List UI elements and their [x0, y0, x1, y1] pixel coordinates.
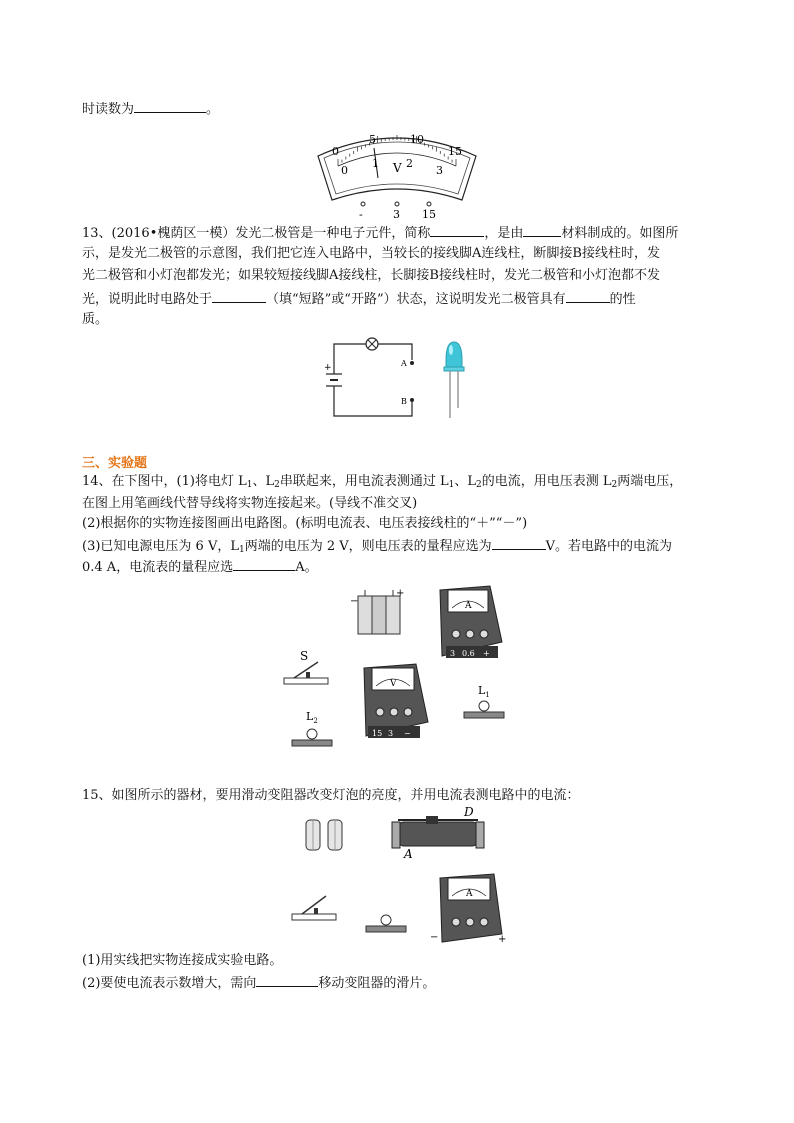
led-icon — [444, 342, 464, 418]
switch-icon — [292, 896, 336, 920]
ammeter-unit: A — [466, 889, 473, 899]
dial-bottom-2: 2 — [406, 157, 413, 170]
svg-text:+: + — [324, 363, 332, 373]
q14-apparatus-figure — [280, 582, 520, 764]
l1-label: $L_1$ — [478, 684, 490, 699]
q14-sub: 2 — [475, 480, 482, 490]
q14-line-4 — [82, 537, 672, 555]
ammeter-minus: − — [430, 932, 439, 943]
q13-text-1b: ，是由 — [484, 226, 524, 241]
q14-line-3: (2)根据你的实物连接图画出电路图。(标明电流表、电压表接线柱的“＋”“－”) — [82, 516, 528, 531]
q13-blank-1 — [430, 224, 484, 237]
q14-t4a: (3)已知电源电压为 6 V，L — [82, 539, 239, 554]
q13-blank-2 — [523, 224, 561, 237]
voltmeter-term-3: 3 — [388, 729, 394, 738]
q14-sub: 2 — [611, 480, 618, 490]
ammeter-plus: + — [498, 934, 507, 945]
dial-bottom-3: 3 — [436, 164, 443, 177]
switch-icon — [284, 649, 328, 684]
q14-t1c: 串联起来，用电流表测通过 L — [279, 474, 449, 489]
ammeter-icon — [440, 586, 502, 658]
q15-blank — [256, 974, 318, 987]
dial-bottom-1: 1 — [372, 157, 379, 170]
rheostat-a-label: A — [404, 847, 413, 861]
l2-label: $L_2$ — [306, 710, 318, 725]
q14-t1f: 两端电压， — [617, 474, 683, 489]
dial-top-15: 15 — [448, 145, 462, 158]
ammeter-icon — [430, 874, 506, 945]
terminal-a-label: A — [401, 359, 407, 368]
q14-line-1 — [82, 474, 682, 490]
q13-blank-3 — [212, 290, 266, 303]
lamp-l2-icon — [292, 710, 332, 746]
battery-pack-icon — [350, 588, 404, 634]
dial-top-0: 0 — [332, 145, 339, 158]
q13-text-4c: 的性 — [609, 292, 636, 307]
dial-bottom-0: 0 — [341, 164, 348, 177]
q14-t5b: A。 — [295, 560, 318, 575]
q15-line-3 — [82, 974, 435, 992]
voltmeter-icon — [364, 664, 428, 738]
q12-text: 时读数为 — [82, 102, 135, 117]
q13-text-1a: 13、(2016•槐荫区一模）发光二极管是一种电子元件，简称 — [82, 226, 431, 241]
q14-blank-2 — [233, 558, 295, 571]
q14-t5a: 0.4 A，电流表的量程应选 — [82, 560, 234, 575]
q14-line-5 — [82, 558, 318, 576]
rheostat-d-label: D — [464, 806, 474, 819]
q15-line-2: (1)用实线把实物连接成实验电路。 — [82, 953, 283, 968]
q12-end: 。 — [206, 102, 220, 117]
q13-text-4a: 光，说明此时电路处于 — [82, 292, 213, 307]
q14-sub: 1 — [238, 545, 245, 555]
q13-line-1 — [82, 224, 678, 242]
q15-line-1: 15、如图所示的器材，要用滑动变阻器改变灯泡的亮度，并用电流表测电路中的电流： — [82, 788, 580, 803]
ammeter-term-plus: + — [483, 649, 490, 658]
terminal-minus: - — [359, 208, 363, 220]
battery-minus: − — [350, 596, 359, 607]
q14-line-2: 在图上用笔画线代替导线将实物连接起来。(导线不准交叉) — [82, 496, 418, 511]
ammeter-term-3: 3 — [450, 649, 456, 658]
switch-label: S — [300, 649, 309, 663]
q14-sub: 2 — [274, 480, 280, 490]
q14-sub: 1 — [246, 480, 253, 490]
dial-top-10: 10 — [410, 133, 424, 146]
voltmeter-dial-figure — [312, 128, 482, 224]
q12-line — [82, 100, 219, 118]
battery-icon — [306, 820, 342, 850]
terminal-15: 15 — [422, 208, 436, 220]
q14-sub: 1 — [448, 480, 455, 490]
q13-text-4b: （填“短路”或“开路”）状态，这说明发光二极管具有 — [266, 292, 566, 307]
battery-plus: + — [396, 588, 405, 599]
ammeter-unit: A — [465, 601, 472, 611]
q12-blank — [134, 100, 206, 113]
q15-apparatus-figure — [288, 806, 518, 950]
voltmeter-term-minus: − — [404, 729, 411, 738]
q14-blank-1 — [492, 537, 546, 550]
dial-top-5: 5 — [369, 133, 376, 146]
terminal-b-label: B — [401, 397, 407, 406]
dial-unit: V — [393, 161, 402, 175]
q14-t1d: 、L — [454, 474, 476, 489]
q13-blank-4 — [566, 290, 610, 303]
rheostat-icon — [392, 806, 484, 861]
q15-t3b: 移动变阻器的滑片。 — [318, 976, 436, 991]
q14-t1a: 14、在下图中，(1)将电灯 L — [82, 474, 247, 489]
lamp-icon — [366, 915, 406, 932]
q13-line-4 — [82, 290, 636, 308]
lamp-l1-icon — [464, 684, 504, 718]
q14-t4c: V。若电路中的电流为 — [545, 539, 673, 554]
q14-t4b: 两端的电压为 2 V，则电压表的量程应选为 — [244, 539, 492, 554]
ammeter-term-06: 0.6 — [462, 649, 475, 658]
q13-text-1c: 材料制成的。如图所 — [561, 226, 679, 241]
q15-t3a: (2)要使电流表示数增大，需向 — [82, 976, 257, 991]
section-heading: 三、实验题 — [82, 456, 148, 471]
led-circuit-figure — [320, 336, 480, 424]
q13-line-3: 光二极管和小灯泡都发光；如果较短接线脚A接线柱，长脚接B接线柱时，发光二极管和小灯泡都不发 — [82, 268, 660, 283]
q14-t1b: 、L — [252, 474, 275, 489]
q13-line-5: 质。 — [82, 312, 109, 327]
voltmeter-unit: V — [390, 679, 397, 689]
q14-t1e: 的电流，用电压表测 L — [481, 474, 612, 489]
q13-line-2: 示，是发光二极管的示意图，我们把它连入电路中，当较长的接线脚A连线柱，断脚接B接线柱时，发 — [82, 246, 660, 261]
terminal-3: 3 — [393, 208, 400, 220]
voltmeter-term-15: 15 — [372, 729, 383, 738]
